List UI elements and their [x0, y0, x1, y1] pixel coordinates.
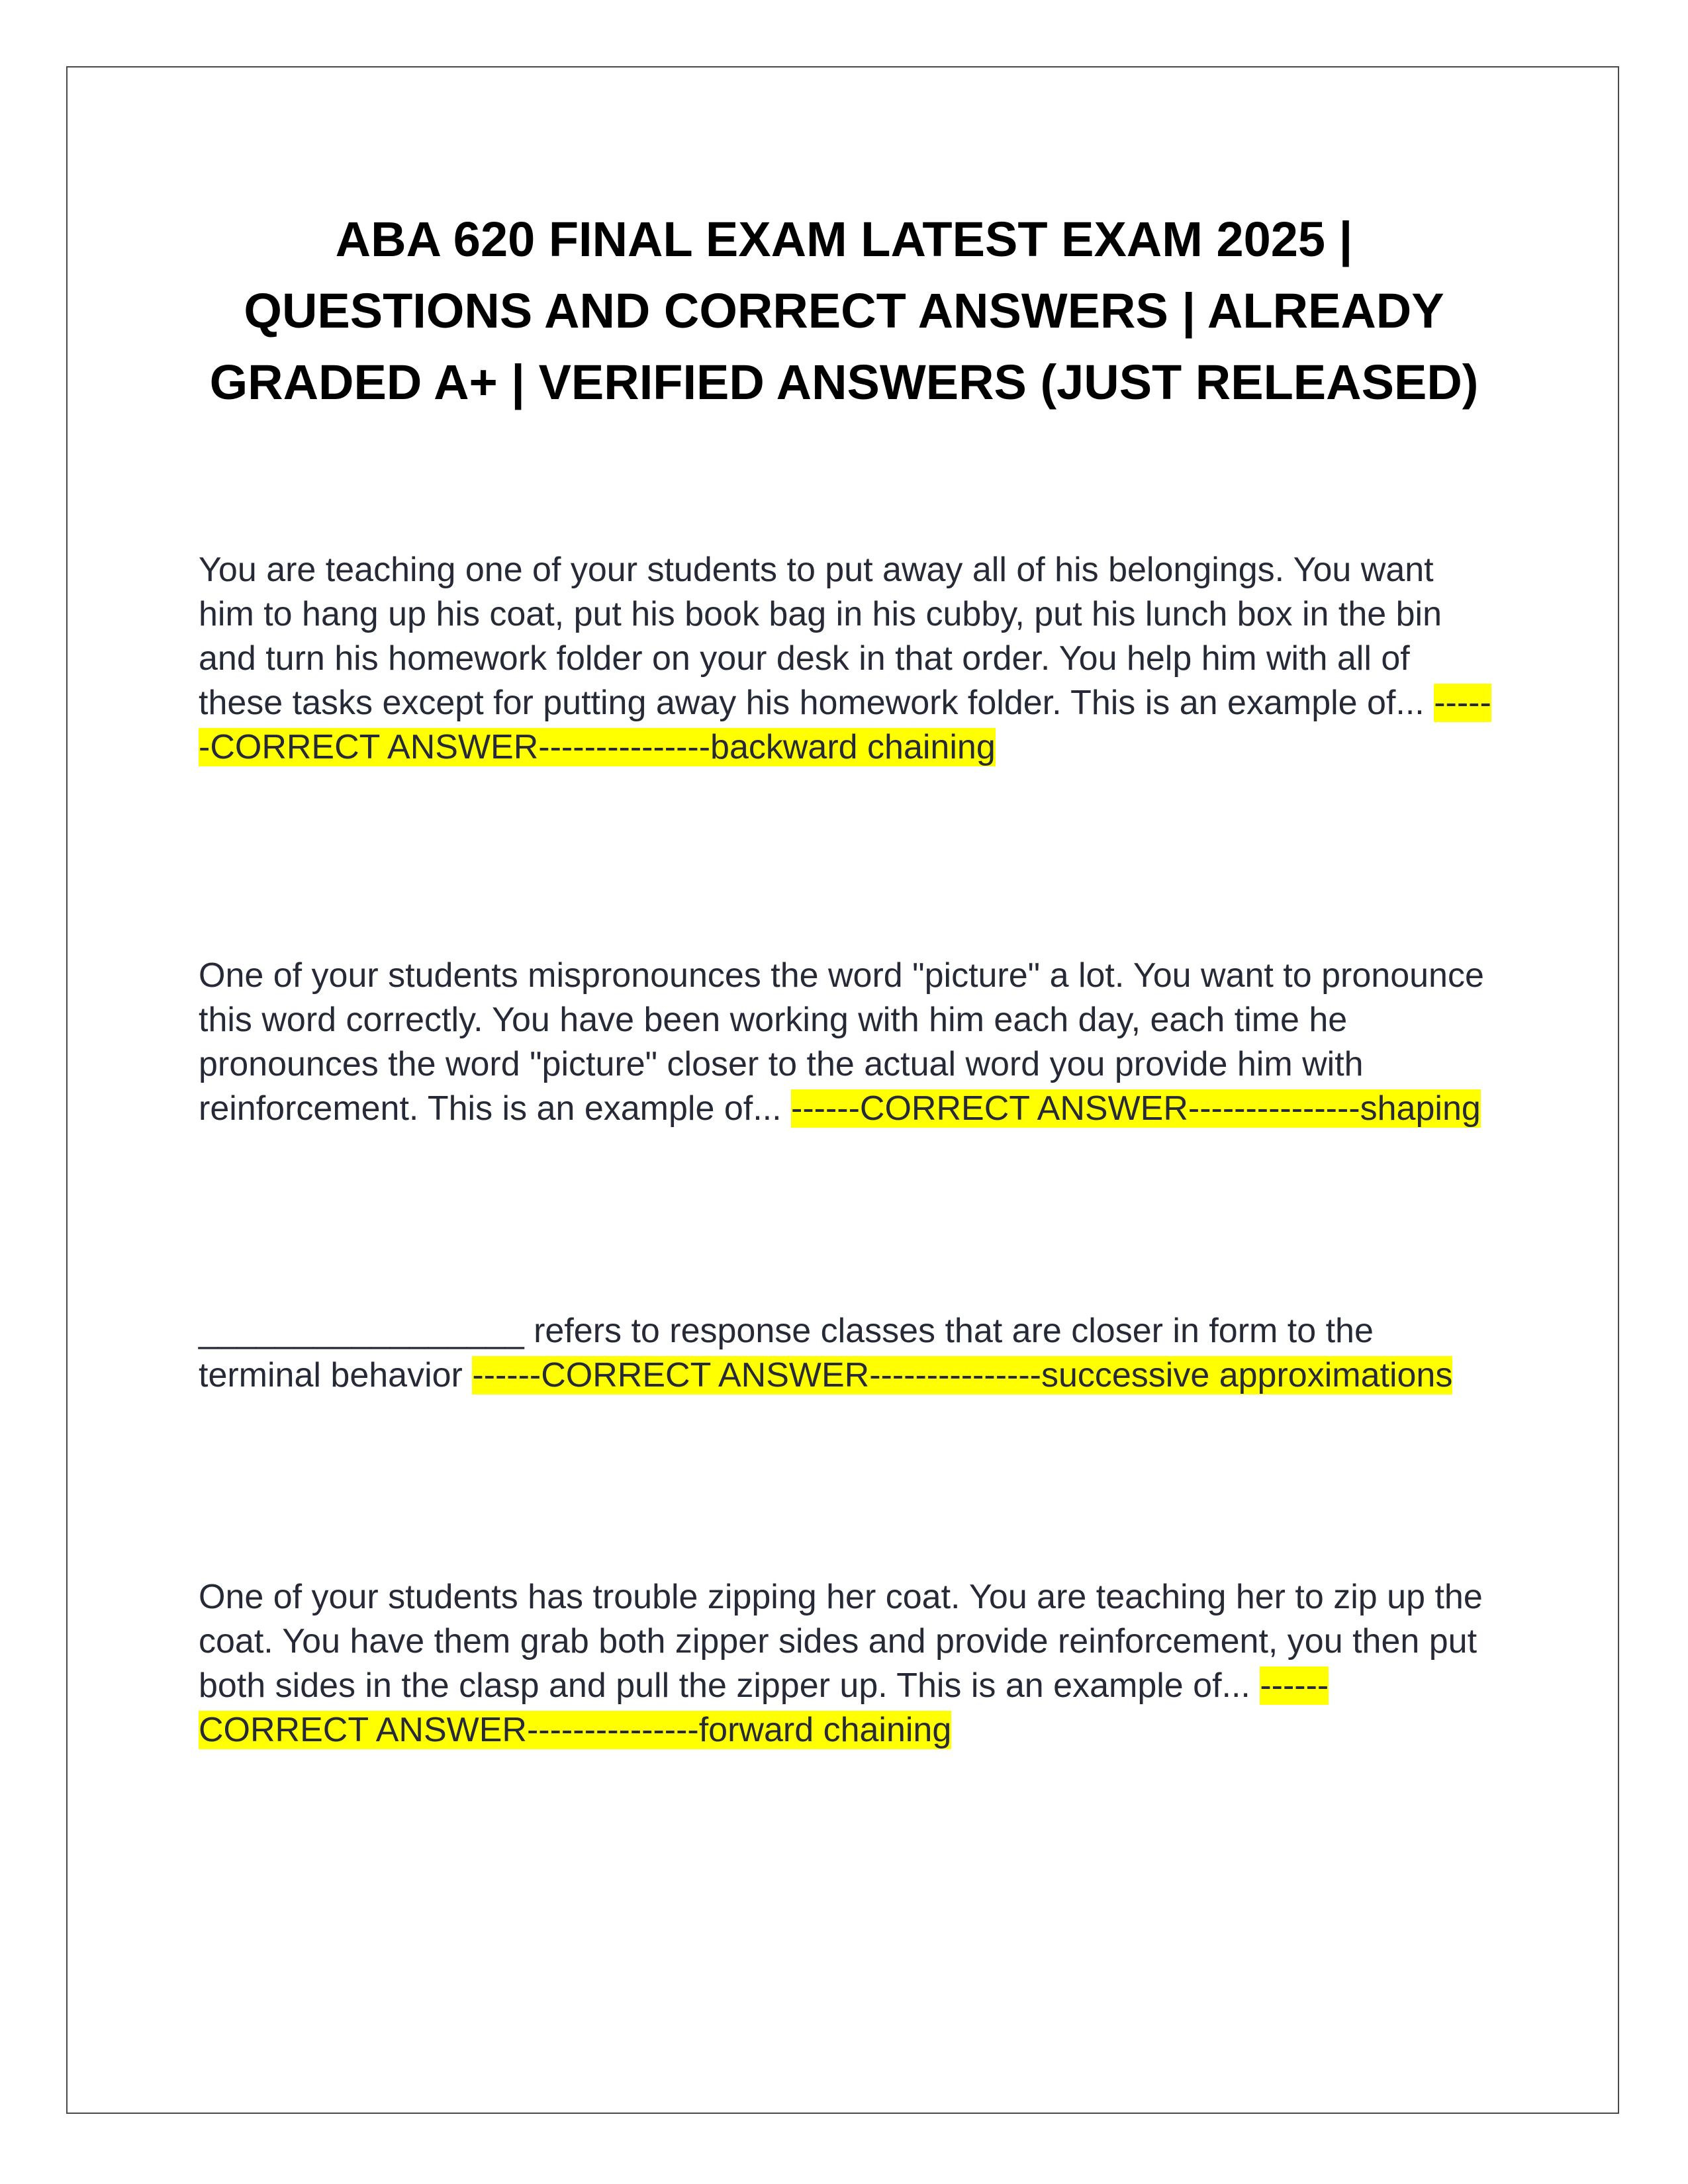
- correct-answer-highlight: ------CORRECT ANSWER---------------successive approximations: [472, 1356, 1453, 1394]
- correct-answer-highlight: ------CORRECT ANSWER---------------forward chaining: [199, 1666, 1329, 1749]
- qa-item-1: [199, 548, 1496, 770]
- qa-item-3: [199, 1309, 1496, 1398]
- question-text: _________________ refers to response classes that are closer in form to the terminal behavior: [199, 1312, 1374, 1394]
- qa-item-2: [199, 954, 1496, 1131]
- question-text: One of your students has trouble zipping her coat. You are teaching her to zip up the coat. You have them grab both zipper sides and provide reinforcement, you then put both sides in the clasp and pull the zipper up. This is an example of...: [199, 1578, 1483, 1705]
- question-text: One of your students mispronounces the word "picture" a lot. You want to pronounce this word correctly. You have been working with him each day, each time he pronounces the word "picture" closer to the actual word you provide him with reinforcement. This is an example of...: [199, 956, 1484, 1128]
- document-title: ABA 620 FINAL EXAM LATEST EXAM 2025 | QUESTIONS AND CORRECT ANSWERS | ALREADY GRADED A+ | VERIFIED ANSWERS (JUST RELEASED): [209, 212, 1479, 410]
- qa-item-4: [199, 1575, 1496, 1752]
- question-text: You are teaching one of your students to put away all of his belongings. You want him to hang up his coat, put his book bag in his cubby, put his lunch box in the bin and turn his homework folder on your desk in that order. You help him with all of these tasks except for putting away his homework folder. This is an example of...: [199, 551, 1442, 722]
- correct-answer-highlight: ------CORRECT ANSWER---------------shaping: [791, 1089, 1481, 1128]
- correct-answer-highlight: ------CORRECT ANSWER---------------backward chaining: [199, 684, 1491, 766]
